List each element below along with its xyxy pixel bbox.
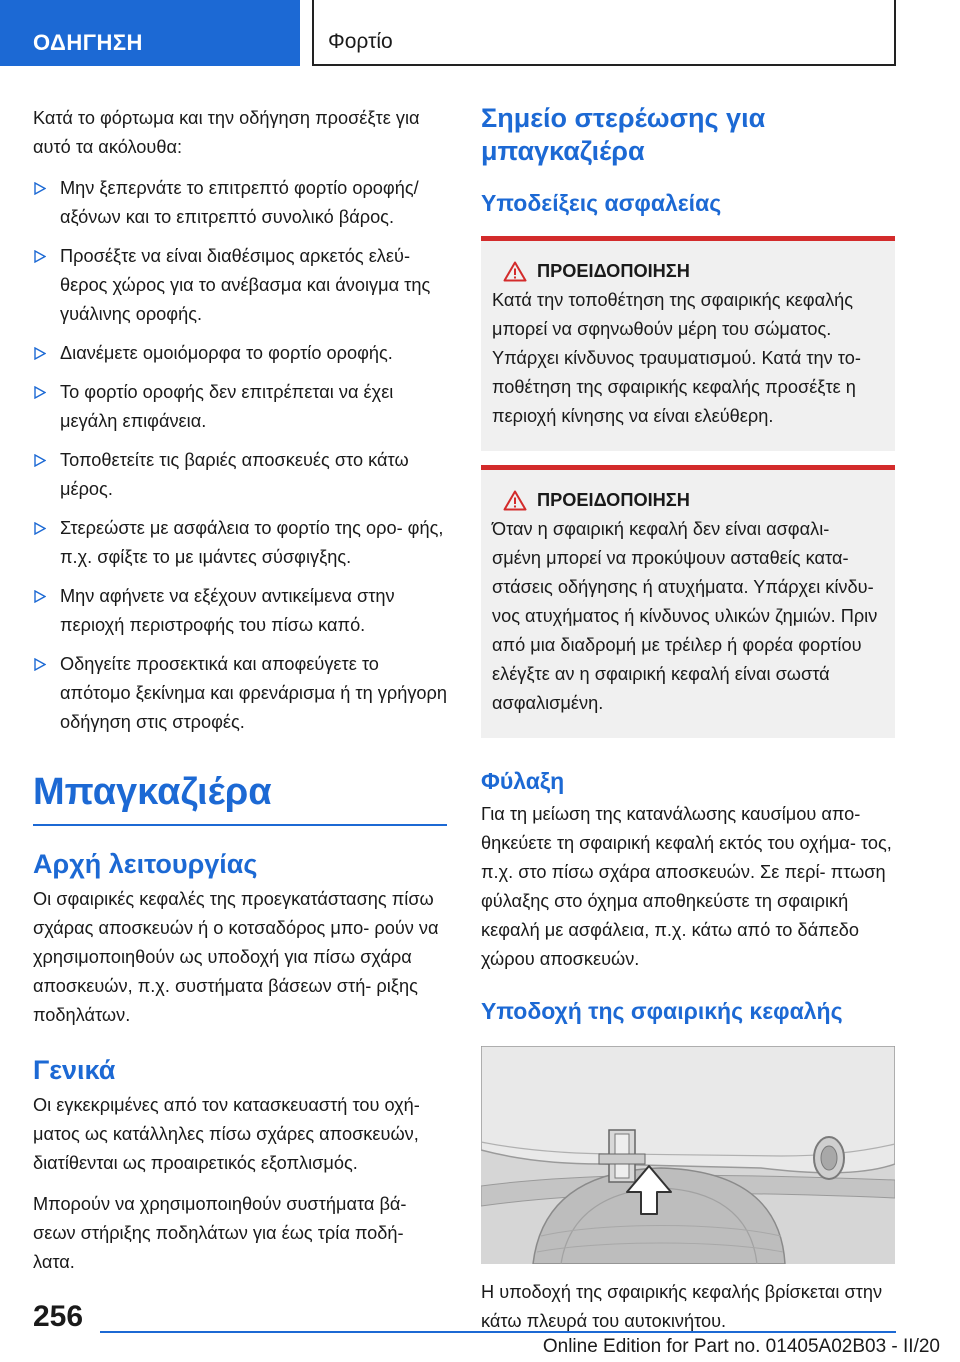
warning-label: ΠΡΟΕΙΔΟΠΟΙΗΣΗ [537,261,690,281]
list-item [33,650,447,737]
header-section-label: ΟΔΗΓΗΣΗ [0,0,300,66]
triangle-bullet-icon [34,182,46,195]
general-text-1: Οι εγκεκριμένες από τον κατασκευαστή του οχή- ματος ως κατάλληλες πίσω σχάρες αποσκευών, διατίθενται ως προαιρετικός εξοπλισμός. [33,1095,420,1173]
warning-text: Κατά την τοποθέτηση της σφαιρικής κεφαλής μπορεί να σφηνωθούν μέρη του σώματος. Υπάρχει κίνδυνος τραυματισμού. Κατά την το- ποθέτηση της σφαιρικής κεφαλής προσέξτε η περιοχή κίνησης να είναι ελεύθερη. [492,290,861,426]
list-item-text: Οδηγείτε προσεκτικά και αποφεύγετε το απότομο ξεκίνημα και φρενάρισμα ή τη γρήγορη οδήγηση στις στροφές. [60,654,447,732]
mount-text: Η υποδοχή της σφαιρικής κεφαλής βρίσκεται στην κάτω πλευρά του αυτοκινήτου. [481,1282,883,1331]
section-heading: Σημείο στερέωσης για μπαγκαζιέρα [481,103,766,166]
general-heading: Γενικά [33,1055,116,1085]
warning-box-1 [481,236,895,451]
list-item-text: Διανέμετε ομοιόμορφα το φορτίο οροφής. [60,343,393,363]
edition-text: Online Edition for Part no. 01405A02B03 - II/20 [542,1336,940,1357]
list-item-text: Το φορτίο οροφής δεν επιτρέπεται να έχει μεγάλη επιφάνεια. [60,382,394,431]
header-chapter-label: Φορτίο [312,0,896,66]
warning-label: ΠΡΟΕΙΔΟΠΟΙΗΣΗ [537,490,690,510]
warning-text: Όταν η σφαιρική κεφαλή δεν είναι ασφαλι- σμένη μπορεί να προκύψουν ασταθείς κατα- στάσεις οδήγησης ή ατυχήματα. Υπάρχει κίνδυ- νος ατυχήματος ή κίνδυνος υλικών ζημιών. Πριν από μια διαδρομή με τρέιλερ ή φορέα φορτίου ελέγξτε αν η σφαιρική κεφαλή είναι σωστά ασφαλισμένη. [492,519,878,713]
list-item-text: Στερεώστε με ασφάλεια το φορτίο της ορο- φής, π.χ. σφίξτε το με ιμάντες σύσφιγξης. [60,518,444,567]
list-item [33,242,447,329]
list-item [33,446,447,504]
triangle-bullet-icon [34,454,46,467]
triangle-bullet-icon [34,250,46,263]
general-text-2: Μπορούν να χρησιμοποιηθούν συστήματα βά- σεων στήριξης ποδηλάτων για έως τρία ποδή- λατα. [33,1194,407,1272]
warning-box-2 [481,465,895,738]
loading-rules-list [33,174,447,737]
warning-triangle-icon [503,261,527,282]
left-column [33,104,447,1277]
page-number: 256 [33,1300,84,1333]
hitch-receiver-drawing [481,1046,895,1264]
list-item-text: Προσέξτε να είναι διαθέσιμος αρκετός ελεύ- θερος χώρος για το ανέβασμα και άνοιγμα της γυάλινης οροφής. [60,246,431,324]
storage-text: Για τη μείωση της κατανάλωσης καυσίμου απο- θηκεύετε τη σφαιρική κεφαλή εκτός του οχήμα- τος, π.χ. στο πίσω σχάρα αποσκευών. Σε περί- πτωση φύλαξης στο όχημα αποθηκεύστε τη σφαιρική κεφαλή με ασφάλεια, π.χ. κάτω από το δάπεδο χώρου αποσκευών. [481,804,892,969]
list-item-text: Μην αφήνετε να εξέχουν αντικείμενα στην περιοχή περιστροφής του πίσω καπό. [60,586,395,635]
hitch-receiver-illustration [481,1046,895,1264]
warning-triangle-icon [503,490,527,511]
safety-heading: Υποδείξεις ασφαλείας [481,190,722,216]
storage-heading: Φύλαξη [481,768,565,794]
triangle-bullet-icon [34,386,46,399]
triangle-bullet-icon [34,658,46,671]
list-item [33,378,447,436]
list-item [33,582,447,640]
warning-header [492,490,882,511]
triangle-bullet-icon [34,347,46,360]
principle-text: Οι σφαιρικές κεφαλές της προεγκατάστασης πίσω σχάρας αποσκευών ή ο κοτσαδόρος μπο- ρούν να χρησιμοποιηθούν ως υποδοχή για πίσω σχάρα αποσκευών, π.χ. συστήματα βάσεων στή- ριξης ποδηλάτων. [33,889,439,1025]
footer-divider [100,1331,896,1333]
right-column [481,104,895,1336]
intro-text: Κατά το φόρτωμα και την οδήγηση προσέξτε για αυτό τα ακόλουθα: [33,108,420,157]
list-item-text: Μην ξεπερνάτε το επιτρεπτό φορτίο οροφής/ αξόνων και το επιτρεπτό συνολικό βάρος. [60,178,419,227]
mount-heading: Υποδοχή της σφαιρικής κεφαλής [481,998,843,1024]
list-item-text: Τοποθετείτε τις βαριές αποσκευές στο κάτω μέρος. [60,450,409,499]
list-item [33,339,447,368]
triangle-bullet-icon [34,522,46,535]
principle-heading: Αρχή λειτουργίας [33,849,258,879]
list-item [33,174,447,232]
chapter-title: Μπαγκαζιέρα [33,771,447,826]
triangle-bullet-icon [34,590,46,603]
list-item [33,514,447,572]
warning-header [492,261,882,282]
